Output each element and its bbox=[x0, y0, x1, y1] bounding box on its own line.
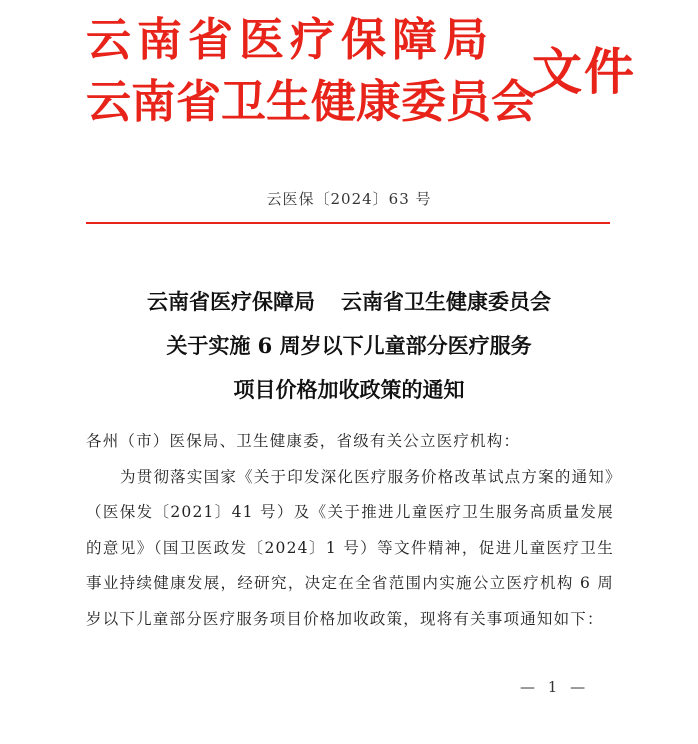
red-divider-line bbox=[86, 222, 610, 224]
title-line-1 bbox=[0, 280, 698, 324]
document-title bbox=[0, 280, 698, 412]
document-body bbox=[86, 424, 614, 637]
salutation: 各州（市）医保局、卫生健康委，省级有关公立医疗机构： bbox=[86, 432, 521, 450]
body-paragraph: 为贯彻落实国家《关于印发深化医疗服务价格改革试点方案的通知》（医保发〔2021〕41 号）及《关于推进儿童医疗卫生服务高质量发展的意见》（国卫医政发〔2024〕1 号）等文件精神，促进儿童医疗卫生事业持续健康发展，经研究，决定在全省范围内实施公立医疗机构 6 周岁以下儿童部分医疗服务项目价格加收政策，现将有关事项通知如下： bbox=[86, 467, 614, 628]
title-issuer-1: 云南省医疗保障局 bbox=[147, 289, 315, 314]
masthead bbox=[86, 12, 646, 142]
page-number: — 1 — bbox=[520, 678, 590, 696]
title-issuer-2: 云南省卫生健康委员会 bbox=[341, 289, 551, 314]
masthead-document-label: 文件 bbox=[532, 42, 636, 101]
masthead-issuer-1: 云南省医疗保障局 bbox=[86, 13, 495, 66]
title-line-2: 关于实施 6 周岁以下儿童部分医疗服务 bbox=[166, 333, 532, 358]
title-line-3: 项目价格加收政策的通知 bbox=[233, 377, 465, 402]
masthead-issuer-2: 云南省卫生健康委员会 bbox=[86, 75, 537, 128]
document-number: 云医保〔2024〕63 号 bbox=[266, 190, 432, 208]
